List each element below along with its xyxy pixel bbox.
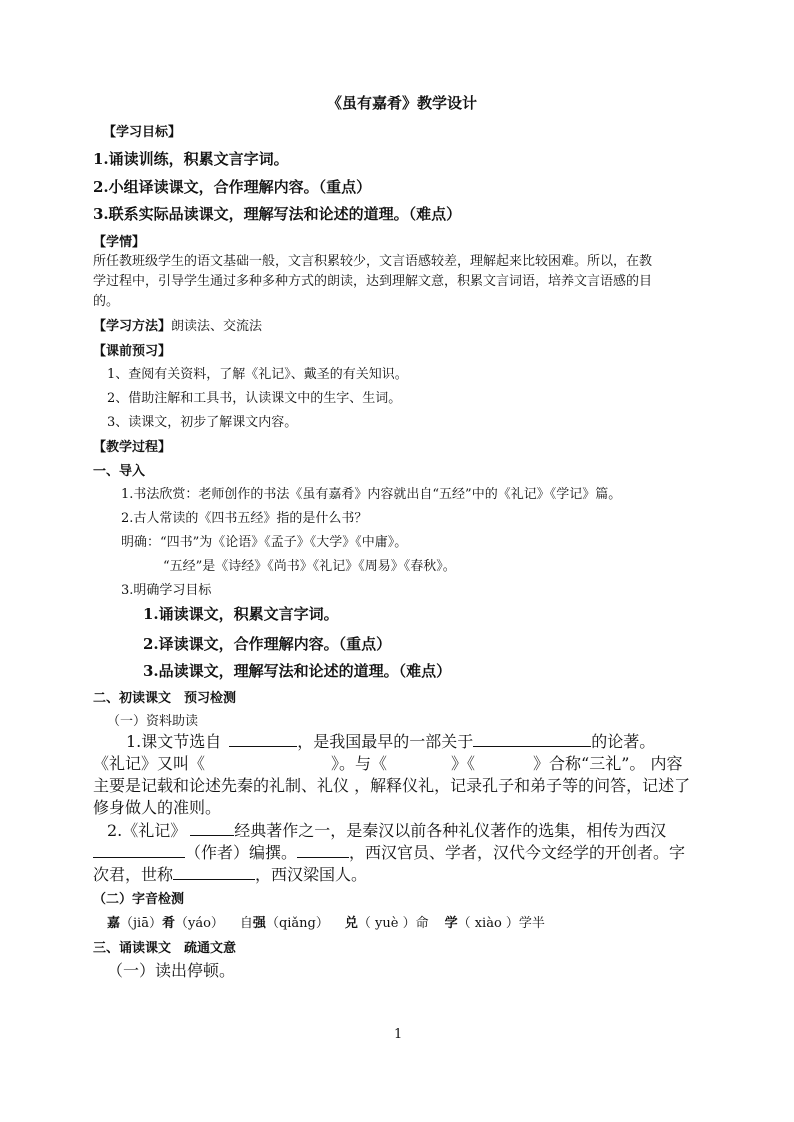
section-title: 三、诵读课文 疏通文意 (93, 941, 237, 956)
method-line (93, 315, 262, 334)
q1-text: 的论著。 (591, 732, 656, 751)
section-title: 二、初读课文 预习检测 (93, 691, 237, 706)
xueqing-heading: 【学情】 (93, 235, 146, 250)
fill-blank[interactable] (473, 729, 591, 747)
process-heading: 【教学过程】 (93, 440, 172, 455)
pron-char: 学 (444, 916, 458, 931)
intro-line: 明确：“四书”为《论语》《孟子》《大学》《中庸》。 (121, 535, 408, 550)
q1-text: 》《 (451, 754, 476, 773)
fill-blank[interactable] (297, 840, 349, 858)
pron-pinyin: （ xiào ）学半 (457, 916, 545, 931)
q1-line3: 主要是记载和论述先秦的礼制、礼仪 ，解释仪礼，记录孔子和弟子等的问答，记述了 (93, 776, 691, 795)
pron-pinyin: （ yuè ）命 (357, 916, 429, 931)
intro-line: 1.书法欣赏：老师创作的书法《虽有嘉肴》内容就出自“五经”中的《礼记》《学记》篇。 (121, 487, 622, 502)
pronunciation-row (107, 912, 545, 931)
q1-line4: 修身做人的准则。 (93, 798, 222, 817)
pron-pinyin: （jiā） (120, 916, 162, 931)
q2-text: 次君，世称 (93, 865, 174, 884)
q2-line1 (107, 818, 666, 841)
goal-item: 3.联系实际品读课文，理解写法和论述的道理。（难点） (93, 205, 462, 223)
pron-char: 嘉 (107, 916, 121, 931)
fill-blank[interactable] (93, 840, 185, 858)
pron-char: 强 (252, 916, 266, 931)
xueqing-line: 学过程中，引导学生通过多种多种方式的朗读，达到理解文意，积累文言词语，培养文言语感的目 (93, 274, 653, 289)
q1-text: ，是我国最早的一部关于 (297, 732, 474, 751)
q2-text: 经典著作之一，是秦汉以前各种礼仪著作的选集，相传为西汉 (234, 821, 667, 840)
xueqing-line: 所任教班级学生的语文基础一般，文言积累较少，文言语感较差，理解起来比较困难。所以，在教 (93, 254, 653, 269)
q1-text: 》合称“三礼”。 内容 (533, 754, 683, 773)
fill-blank[interactable] (190, 818, 234, 836)
goals-heading: 【学习目标】 (103, 125, 182, 140)
fill-blank[interactable] (173, 862, 255, 880)
q2-text: 2.《礼记》 (107, 821, 187, 840)
q1-line2 (93, 751, 683, 774)
pron-char: 肴 (161, 916, 175, 931)
xueqing-line: 的。 (93, 294, 120, 309)
intro-line: 3.明确学习目标 (121, 583, 212, 598)
q1-text: 》。与《 (331, 754, 388, 773)
intro-line: “五经”是《诗经》《尚书》《礼记》《周易》《春秋》。 (163, 559, 456, 574)
q2-line2 (93, 840, 685, 863)
target-goal: 2.译读课文，合作理解内容。（重点） (143, 635, 392, 653)
q1-text: 《礼记》又叫《 (93, 754, 206, 773)
section-title: 一、导入 (93, 464, 146, 479)
page-title: 《虽有嘉肴》教学设计 (327, 94, 478, 112)
preview-item: 2、借助注解和工具书，认读课文中的生字、生词。 (107, 391, 402, 406)
q2-line3 (93, 862, 367, 885)
page-number: 1 (394, 1027, 403, 1042)
pron-pinyin: （qiǎng） (265, 916, 329, 931)
q2-text: ，西汉梁国人。 (255, 865, 368, 884)
pron-prefix: 自 (239, 916, 253, 931)
subsection-title: （一）读出停顿。 (107, 961, 236, 980)
goal-item: 2.小组译读课文，合作理解内容。（重点） (93, 178, 372, 196)
q2-text: ，西汉官员、学者，汉代今文经学的开创者。字 (349, 843, 686, 862)
intro-line: 2.古人常读的《四书五经》指的是什么书？ (121, 511, 368, 526)
preview-item: 1、查阅有关资料，了解《礼记》、戴圣的有关知识。 (107, 367, 408, 382)
pron-char: 兑 (344, 916, 358, 931)
method-heading: 【学习方法】 (93, 319, 172, 334)
fill-blank[interactable] (229, 729, 297, 747)
subsection-title: （一）资料助读 (107, 714, 199, 729)
preview-item: 3、读课文，初步了解课文内容。 (107, 415, 298, 430)
goal-item: 1.诵读训练，积累文言字词。 (93, 150, 289, 168)
q1-line1 (126, 729, 655, 752)
target-goal: 1.诵读课文，积累文言字词。 (143, 605, 339, 623)
method-text: 朗读法、交流法 (171, 319, 263, 334)
pron-pinyin: （yáo） (174, 916, 224, 931)
target-goal: 3.品读课文，理解写法和论述的道理。（难点） (143, 662, 452, 680)
subsection-title: （二）字音检测 (93, 892, 185, 907)
preview-heading: 【课前预习】 (93, 344, 172, 359)
q1-text: 1.课文节选自 (126, 732, 222, 751)
q2-text: （作者）编撰。 (185, 843, 298, 862)
